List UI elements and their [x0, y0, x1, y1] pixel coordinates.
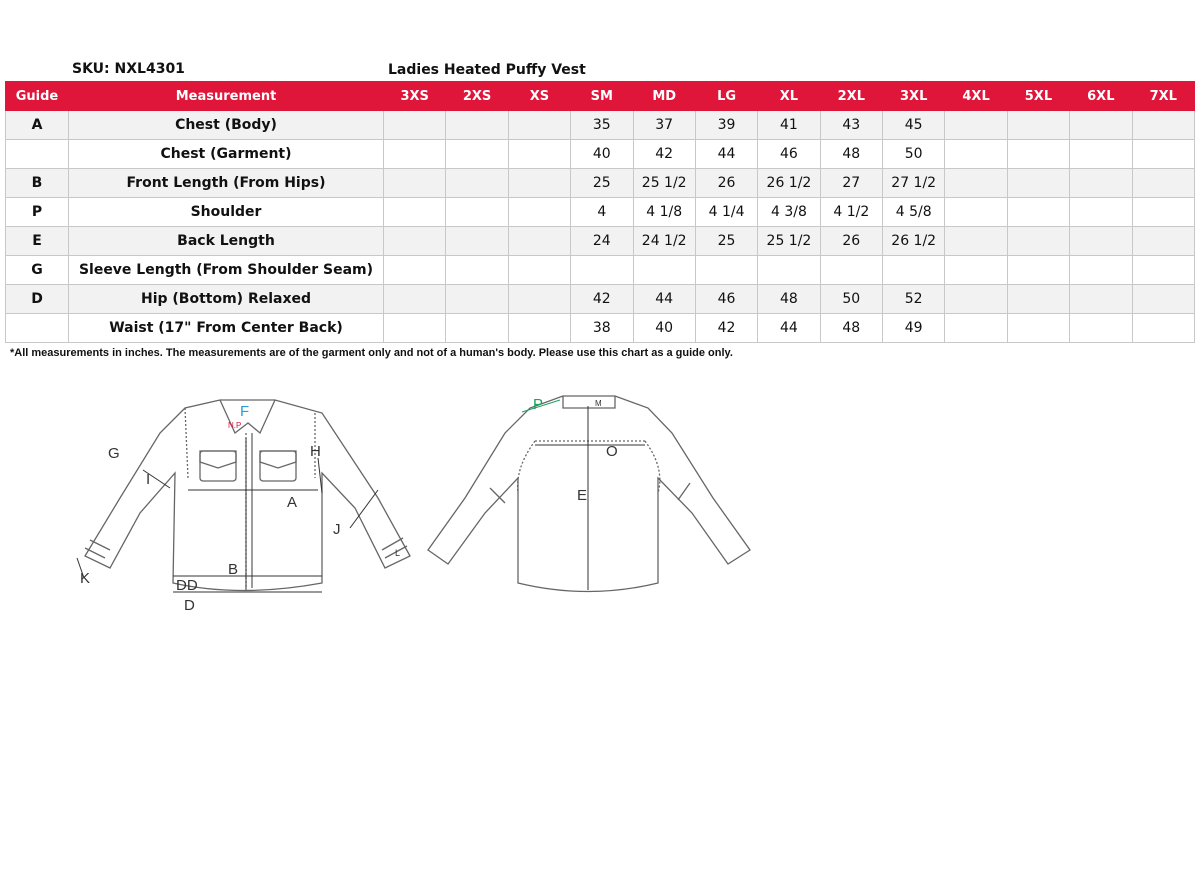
- size-value-cell: [446, 314, 508, 343]
- size-value-cell: [1070, 198, 1132, 227]
- size-value-cell: [384, 111, 446, 140]
- size-value-cell: [1132, 256, 1195, 285]
- size-value-cell: [945, 198, 1007, 227]
- size-value-cell: [446, 111, 508, 140]
- size-value-cell: [945, 285, 1007, 314]
- label-l: L: [395, 548, 401, 558]
- guide-cell: P: [6, 198, 69, 227]
- column-header: XS: [508, 82, 570, 111]
- size-value-cell: [446, 256, 508, 285]
- size-value-cell: [1132, 169, 1195, 198]
- size-value-cell: [1070, 285, 1132, 314]
- label-np: N.P: [228, 421, 242, 430]
- size-value-cell: 50: [883, 140, 945, 169]
- size-value-cell: [1070, 111, 1132, 140]
- size-value-cell: 4: [571, 198, 633, 227]
- table-row: [6, 314, 1195, 343]
- header-row: [6, 82, 1195, 111]
- column-header: 3XL: [883, 82, 945, 111]
- size-value-cell: [1007, 314, 1069, 343]
- size-value-cell: [1132, 111, 1195, 140]
- label-dd: DD: [176, 577, 198, 594]
- size-value-cell: [1007, 169, 1069, 198]
- measurement-note: *All measurements in inches. The measurements are of the garment only and not of a human's body. Please use this chart as a guide only.: [10, 347, 733, 359]
- size-value-cell: [1007, 140, 1069, 169]
- size-value-cell: [508, 314, 570, 343]
- guide-cell: B: [6, 169, 69, 198]
- label-j: J: [333, 521, 341, 538]
- size-value-cell: [1007, 227, 1069, 256]
- size-value-cell: [1070, 227, 1132, 256]
- size-value-cell: [571, 256, 633, 285]
- size-value-cell: 48: [758, 285, 820, 314]
- size-value-cell: [508, 198, 570, 227]
- label-f: F: [240, 403, 250, 420]
- size-value-cell: [384, 140, 446, 169]
- label-h: H: [310, 443, 321, 460]
- table-row: [6, 140, 1195, 169]
- table-row: [6, 285, 1195, 314]
- size-value-cell: 27 1/2: [883, 169, 945, 198]
- label-d: D: [184, 597, 195, 614]
- label-o: O: [606, 443, 618, 460]
- measurement-cell: Hip (Bottom) Relaxed: [69, 285, 384, 314]
- size-value-cell: 4 1/8: [633, 198, 695, 227]
- label-p: P: [533, 396, 544, 413]
- size-value-cell: [384, 198, 446, 227]
- size-value-cell: 42: [571, 285, 633, 314]
- size-value-cell: [945, 169, 1007, 198]
- label-k: K: [80, 570, 91, 587]
- size-value-cell: [695, 256, 757, 285]
- size-value-cell: [1007, 285, 1069, 314]
- size-value-cell: 27: [820, 169, 882, 198]
- table-row: [6, 198, 1195, 227]
- label-i: I: [146, 471, 151, 488]
- column-header: SM: [571, 82, 633, 111]
- size-value-cell: 45: [883, 111, 945, 140]
- size-value-cell: 40: [571, 140, 633, 169]
- size-value-cell: [508, 256, 570, 285]
- column-header: MD: [633, 82, 695, 111]
- size-value-cell: 39: [695, 111, 757, 140]
- size-value-cell: 44: [758, 314, 820, 343]
- size-value-cell: 44: [695, 140, 757, 169]
- size-value-cell: [446, 227, 508, 256]
- size-value-cell: 4 1/4: [695, 198, 757, 227]
- size-value-cell: 24 1/2: [633, 227, 695, 256]
- table-row: [6, 169, 1195, 198]
- guide-cell: [6, 314, 69, 343]
- column-header: LG: [695, 82, 757, 111]
- size-value-cell: 41: [758, 111, 820, 140]
- size-value-cell: [446, 198, 508, 227]
- size-value-cell: [508, 111, 570, 140]
- guide-cell: A: [6, 111, 69, 140]
- size-value-cell: [446, 285, 508, 314]
- size-value-cell: 38: [571, 314, 633, 343]
- size-value-cell: [820, 256, 882, 285]
- size-value-cell: [508, 227, 570, 256]
- size-value-cell: [883, 256, 945, 285]
- size-value-cell: [758, 256, 820, 285]
- table-row: [6, 256, 1195, 285]
- size-value-cell: [446, 169, 508, 198]
- size-value-cell: [1007, 198, 1069, 227]
- front-shirt-drawing: [85, 400, 410, 591]
- size-value-cell: 25: [571, 169, 633, 198]
- measurement-cell: Chest (Garment): [69, 140, 384, 169]
- size-value-cell: 48: [820, 314, 882, 343]
- column-header: 7XL: [1132, 82, 1195, 111]
- back-shirt-drawing: [428, 396, 750, 592]
- size-value-cell: 4 3/8: [758, 198, 820, 227]
- size-value-cell: 37: [633, 111, 695, 140]
- size-value-cell: [945, 140, 1007, 169]
- size-value-cell: 25: [695, 227, 757, 256]
- size-value-cell: [1132, 285, 1195, 314]
- size-value-cell: 26 1/2: [758, 169, 820, 198]
- column-header: Measurement: [69, 82, 384, 111]
- size-value-cell: [1132, 227, 1195, 256]
- column-header: 2XS: [446, 82, 508, 111]
- size-value-cell: [633, 256, 695, 285]
- size-value-cell: [1132, 198, 1195, 227]
- size-value-cell: 44: [633, 285, 695, 314]
- column-header: Guide: [6, 82, 69, 111]
- size-value-cell: 52: [883, 285, 945, 314]
- size-value-cell: [1007, 111, 1069, 140]
- size-value-cell: [945, 111, 1007, 140]
- size-value-cell: 4 1/2: [820, 198, 882, 227]
- size-value-cell: [1007, 256, 1069, 285]
- label-b: B: [228, 561, 239, 578]
- guide-cell: G: [6, 256, 69, 285]
- column-header: 3XS: [384, 82, 446, 111]
- size-value-cell: 49: [883, 314, 945, 343]
- size-value-cell: 25 1/2: [758, 227, 820, 256]
- product-title: Ladies Heated Puffy Vest: [388, 62, 586, 78]
- size-value-cell: [945, 314, 1007, 343]
- guide-cell: D: [6, 285, 69, 314]
- column-header: 4XL: [945, 82, 1007, 111]
- size-value-cell: [508, 140, 570, 169]
- size-value-cell: [1070, 256, 1132, 285]
- size-value-cell: 25 1/2: [633, 169, 695, 198]
- table-row: [6, 111, 1195, 140]
- size-value-cell: 26: [695, 169, 757, 198]
- size-value-cell: [1070, 314, 1132, 343]
- measurement-cell: Back Length: [69, 227, 384, 256]
- size-value-cell: [384, 256, 446, 285]
- size-value-cell: [384, 227, 446, 256]
- label-m: M: [595, 399, 602, 408]
- label-e: E: [577, 487, 588, 504]
- size-value-cell: 46: [695, 285, 757, 314]
- column-header: 6XL: [1070, 82, 1132, 111]
- measurement-cell: Sleeve Length (From Shoulder Seam): [69, 256, 384, 285]
- size-value-cell: 24: [571, 227, 633, 256]
- size-value-cell: 48: [820, 140, 882, 169]
- size-value-cell: [384, 285, 446, 314]
- size-value-cell: [1132, 314, 1195, 343]
- sku-label: SKU: NXL4301: [72, 61, 185, 77]
- size-value-cell: 43: [820, 111, 882, 140]
- size-value-cell: 40: [633, 314, 695, 343]
- size-value-cell: [1132, 140, 1195, 169]
- label-a: A: [287, 494, 298, 511]
- measurement-cell: Front Length (From Hips): [69, 169, 384, 198]
- column-header: 5XL: [1007, 82, 1069, 111]
- column-header: XL: [758, 82, 820, 111]
- guide-cell: E: [6, 227, 69, 256]
- measurement-cell: Waist (17" From Center Back): [69, 314, 384, 343]
- size-value-cell: [1070, 140, 1132, 169]
- size-value-cell: 35: [571, 111, 633, 140]
- size-value-cell: [1070, 169, 1132, 198]
- size-value-cell: 4 5/8: [883, 198, 945, 227]
- measurement-cell: Shoulder: [69, 198, 384, 227]
- size-value-cell: 42: [633, 140, 695, 169]
- measurement-cell: Chest (Body): [69, 111, 384, 140]
- size-value-cell: 42: [695, 314, 757, 343]
- size-value-cell: [384, 169, 446, 198]
- size-value-cell: [508, 285, 570, 314]
- size-value-cell: [945, 256, 1007, 285]
- size-value-cell: 26 1/2: [883, 227, 945, 256]
- table-row: [6, 227, 1195, 256]
- guide-cell: [6, 140, 69, 169]
- size-value-cell: [446, 140, 508, 169]
- size-value-cell: [508, 169, 570, 198]
- column-header: 2XL: [820, 82, 882, 111]
- size-value-cell: [945, 227, 1007, 256]
- size-value-cell: 50: [820, 285, 882, 314]
- garment-diagram: [60, 378, 760, 618]
- size-value-cell: 26: [820, 227, 882, 256]
- label-g: G: [108, 445, 120, 462]
- size-value-cell: [384, 314, 446, 343]
- size-chart-table: [5, 81, 1195, 343]
- size-value-cell: 46: [758, 140, 820, 169]
